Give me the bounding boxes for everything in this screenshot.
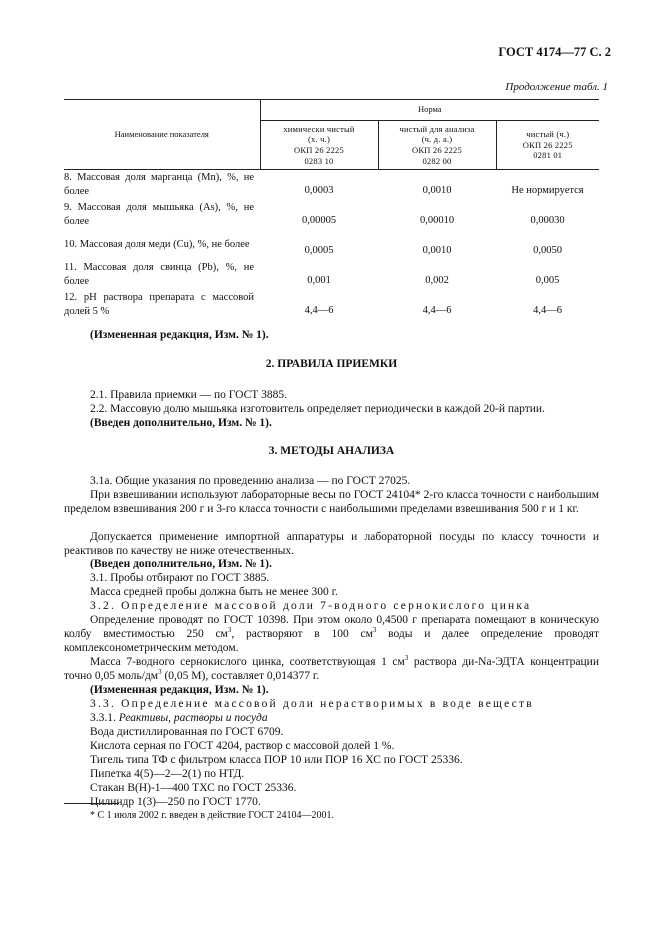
section-2-title: 2. ПРАВИЛА ПРИЕМКИ: [265, 358, 398, 370]
grade-header: чистый (ч.) ОКП 26 2225 0281 01: [496, 121, 599, 170]
list-item: Цилиндр 1(3)—250 по ГОСТ 1770.: [90, 796, 261, 808]
paragraph-3-3-1: 3.3.1. Реактивы, растворы и посуда: [90, 712, 268, 724]
paragraph-weighing: При взвешивании используют лабораторные весы по ГОСТ 24104* 2-го класса точности с наибольшим пределом взвешивания 200 г и 3-го класса точности с наибольшими пределами взвешивания 500 г и 1 кг.: [64, 489, 599, 515]
paragraph-3-3-title: 3.3. Определение массовой доли нерастворимых в воде веществ: [90, 698, 534, 710]
list-item: Пипетка 4(5)—2—2(1) по НТД.: [90, 768, 245, 780]
paragraph-2-1: 2.1. Правила приемки — по ГОСТ 3885.: [90, 389, 288, 401]
addition-note: (Введен дополнительно, Изм. № 1).: [90, 417, 272, 429]
amendment-note: (Измененная редакция, Изм. № 1).: [90, 684, 269, 696]
table-row: 12. pH раствора препарата с массовой долей 5 % 4,4—6 4,4—6 4,4—6: [64, 291, 562, 317]
footnote-divider: [64, 803, 119, 804]
list-item: Вода дистиллированная по ГОСТ 6709.: [90, 726, 284, 738]
paragraph-sample-mass: Масса средней пробы должна быть не менее 300 г.: [90, 586, 338, 598]
table-row: 9. Массовая доля мышьяка (As), %, не более 0,00005 0,00010 0,00030: [64, 201, 565, 227]
paragraph-zinc-mass: Масса 7-водного сернокислого цинка, соответствующая 1 $см^3$ раствора ди-Na-ЭДТА концентрации точно 0,05 моль/$дм^3$ (0,05 М), составляет 0,014377 г.: [64, 654, 599, 682]
table-row: 10. Массовая доля меди (Cu), %, не более 0,0005 0,0010 0,0050: [64, 238, 562, 257]
list-item: Кислота серная по ГОСТ 4204, раствор с массовой долей 1 %.: [90, 740, 395, 752]
table-row: 11. Массовая доля свинца (Pb), %, не более 0,001 0,002 0,005: [64, 261, 560, 287]
addition-note: (Введен дополнительно, Изм. № 1).: [90, 558, 272, 570]
specification-table: [64, 99, 599, 320]
grade-header: химически чистый (х. ч.) ОКП 26 2225 0283 10: [260, 121, 378, 170]
column-header-name: Наименование показателя: [64, 100, 260, 170]
column-header-norm: Норма: [260, 100, 599, 121]
table-continuation-note: Продолжение табл. 1: [505, 81, 608, 93]
paragraph-3-1: 3.1. Пробы отбирают по ГОСТ 3885.: [90, 572, 270, 584]
paragraph-import: Допускается применение импортной аппаратуры и лабораторной посуды по классу точности и реактивов по качеству не ниже отечественных.: [64, 531, 599, 557]
amendment-note: (Измененная редакция, Изм. № 1).: [90, 329, 269, 341]
list-item: Тигель типа ТФ с фильтром класса ПОР 10 или ПОР 16 ХС по ГОСТ 25336.: [90, 754, 463, 766]
paragraph-3-2-title: 3.2. Определение массовой доли 7-водного сернокислого цинка: [90, 600, 532, 612]
table-row: 8. Массовая доля марганца (Mn), %, не более 0,0003 0,0010 Не нормируется: [64, 171, 584, 197]
paragraph-3-2-text: Определение проводят по ГОСТ 10398. При этом около 0,4500 г препарата помещают в коническую колбу вместимостью 250 $см^3$, растворяют в 100 $см^3$ воды и далее определение проводят комплексонометрическим методом.: [64, 614, 599, 654]
paragraph-2-2: 2.2. Массовую долю мышьяка изготовитель определяет периодически в каждой 20-й партии.: [90, 403, 545, 415]
page-header-code: ГОСТ 4174—77 С. 2: [498, 45, 611, 59]
paragraph-3-1a: 3.1а. Общие указания по проведению анализа — по ГОСТ 27025.: [90, 475, 411, 487]
footnote: * С 1 июля 2002 г. введен в действие ГОСТ 24104—2001.: [90, 810, 334, 821]
section-3-title: 3. МЕТОДЫ АНАЛИЗА: [268, 445, 395, 457]
list-item: Стакан В(Н)-1—400 ТХС по ГОСТ 25336.: [90, 782, 297, 794]
grade-header: чистый для анализа (ч. д. а.) ОКП 26 2225 0282 00: [378, 121, 496, 170]
